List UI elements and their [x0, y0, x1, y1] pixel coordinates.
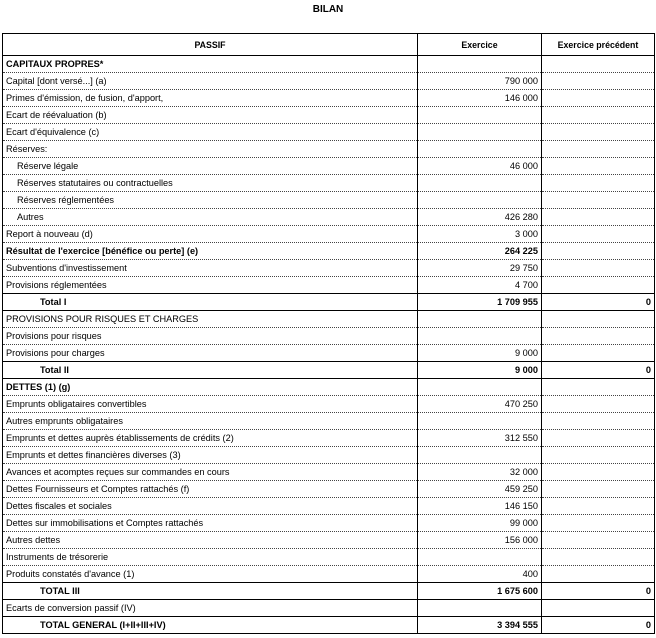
header-exercice-precedent: Exercice précédent — [542, 34, 655, 56]
row-precedent-value: 0 — [542, 362, 655, 379]
row-exercice-value: 156 000 — [418, 532, 542, 549]
row-precedent-value — [542, 464, 655, 481]
table-row — [3, 583, 655, 600]
table-row — [3, 56, 655, 73]
row-precedent-value — [542, 600, 655, 617]
row-exercice-value — [418, 549, 542, 566]
row-precedent-value — [542, 158, 655, 175]
row-exercice-value: 470 250 — [418, 396, 542, 413]
row-label: Total II — [3, 362, 418, 379]
row-precedent-value — [542, 107, 655, 124]
table-row — [3, 311, 655, 328]
row-precedent-value — [542, 73, 655, 90]
row-precedent-value — [542, 379, 655, 396]
row-label: TOTAL III — [3, 583, 418, 600]
row-precedent-value: 0 — [542, 294, 655, 311]
table-row — [3, 328, 655, 345]
row-precedent-value — [542, 549, 655, 566]
header-passif: PASSIF — [3, 34, 418, 56]
row-precedent-value — [542, 260, 655, 277]
row-label: Subventions d'investissement — [3, 260, 418, 277]
row-precedent-value — [542, 226, 655, 243]
row-exercice-value: 312 550 — [418, 430, 542, 447]
table-header-row — [3, 34, 655, 56]
row-precedent-value — [542, 430, 655, 447]
row-label: Autres — [3, 209, 418, 226]
row-label: Dettes sur immobilisations et Comptes rattachés — [3, 515, 418, 532]
row-exercice-value: 790 000 — [418, 73, 542, 90]
row-label: CAPITAUX PROPRES* — [3, 56, 418, 73]
table-row — [3, 260, 655, 277]
table-row — [3, 209, 655, 226]
row-label: DETTES (1) (g) — [3, 379, 418, 396]
row-exercice-value: 264 225 — [418, 243, 542, 260]
table-row — [3, 396, 655, 413]
row-exercice-value: 99 000 — [418, 515, 542, 532]
table-row — [3, 345, 655, 362]
row-precedent-value — [542, 498, 655, 515]
row-precedent-value — [542, 141, 655, 158]
table-row — [3, 73, 655, 90]
table-body — [3, 56, 655, 634]
row-exercice-value — [418, 107, 542, 124]
row-label: Provisions pour charges — [3, 345, 418, 362]
table-row — [3, 124, 655, 141]
table-row — [3, 362, 655, 379]
row-label: Réserves réglementées — [3, 192, 418, 209]
row-exercice-value — [418, 413, 542, 430]
row-label: Emprunts obligataires convertibles — [3, 396, 418, 413]
row-exercice-value — [418, 124, 542, 141]
row-exercice-value: 9 000 — [418, 345, 542, 362]
row-label: Instruments de trésorerie — [3, 549, 418, 566]
row-precedent-value — [542, 192, 655, 209]
row-exercice-value: 9 000 — [418, 362, 542, 379]
row-precedent-value — [542, 481, 655, 498]
row-precedent-value — [542, 447, 655, 464]
table-row — [3, 498, 655, 515]
table-row — [3, 549, 655, 566]
row-exercice-value: 400 — [418, 566, 542, 583]
row-precedent-value — [542, 515, 655, 532]
row-label: Capital [dont versé...] (a) — [3, 73, 418, 90]
row-label: PROVISIONS POUR RISQUES ET CHARGES — [3, 311, 418, 328]
table-row — [3, 243, 655, 260]
row-label: Autres emprunts obligataires — [3, 413, 418, 430]
row-exercice-value — [418, 141, 542, 158]
row-label: Réserves: — [3, 141, 418, 158]
row-label: Autres dettes — [3, 532, 418, 549]
row-exercice-value — [418, 447, 542, 464]
table-row — [3, 515, 655, 532]
balance-sheet-table — [2, 33, 655, 634]
row-label: Résultat de l'exercice [bénéfice ou perte] (e) — [3, 243, 418, 260]
row-label: Ecart de réévaluation (b) — [3, 107, 418, 124]
row-exercice-value: 4 700 — [418, 277, 542, 294]
row-label: Emprunts et dettes financières diverses (3) — [3, 447, 418, 464]
table-row — [3, 226, 655, 243]
table-row — [3, 430, 655, 447]
table-row — [3, 379, 655, 396]
row-label: Ecarts de conversion passif (IV) — [3, 600, 418, 617]
row-precedent-value — [542, 277, 655, 294]
row-precedent-value — [542, 209, 655, 226]
row-precedent-value — [542, 328, 655, 345]
row-label: Report à nouveau (d) — [3, 226, 418, 243]
table-row — [3, 447, 655, 464]
row-exercice-value: 426 280 — [418, 209, 542, 226]
row-exercice-value — [418, 56, 542, 73]
row-label: Réserves statutaires ou contractuelles — [3, 175, 418, 192]
row-label: TOTAL GENERAL (I+II+III+IV) — [3, 617, 418, 634]
row-label: Provisions réglementées — [3, 277, 418, 294]
row-exercice-value: 459 250 — [418, 481, 542, 498]
table-row — [3, 566, 655, 583]
row-precedent-value — [542, 56, 655, 73]
table-row — [3, 175, 655, 192]
row-label: Dettes fiscales et sociales — [3, 498, 418, 515]
row-exercice-value: 146 150 — [418, 498, 542, 515]
row-precedent-value: 0 — [542, 583, 655, 600]
page-title: BILAN — [312, 4, 344, 15]
row-exercice-value: 1 675 600 — [418, 583, 542, 600]
row-precedent-value — [542, 124, 655, 141]
header-exercice: Exercice — [418, 34, 542, 56]
row-label: Ecart d'équivalence (c) — [3, 124, 418, 141]
row-label: Primes d'émission, de fusion, d'apport, — [3, 90, 418, 107]
row-exercice-value — [418, 328, 542, 345]
table-row — [3, 481, 655, 498]
row-precedent-value — [542, 396, 655, 413]
table-row — [3, 141, 655, 158]
table-row — [3, 413, 655, 430]
row-precedent-value — [542, 311, 655, 328]
row-exercice-value — [418, 192, 542, 209]
row-precedent-value — [542, 345, 655, 362]
row-exercice-value — [418, 379, 542, 396]
row-label: Provisions pour risques — [3, 328, 418, 345]
row-exercice-value: 3 000 — [418, 226, 542, 243]
row-label: Produits constatés d'avance (1) — [3, 566, 418, 583]
row-precedent-value — [542, 175, 655, 192]
table-row — [3, 464, 655, 481]
table-row — [3, 532, 655, 549]
table-row — [3, 294, 655, 311]
row-exercice-value — [418, 311, 542, 328]
table-row — [3, 90, 655, 107]
row-precedent-value: 0 — [542, 617, 655, 634]
row-precedent-value — [542, 90, 655, 107]
row-precedent-value — [542, 532, 655, 549]
row-label: Total I — [3, 294, 418, 311]
table-row — [3, 192, 655, 209]
row-exercice-value: 3 394 555 — [418, 617, 542, 634]
row-label: Emprunts et dettes auprès établissements de crédits (2) — [3, 430, 418, 447]
table-row — [3, 158, 655, 175]
table-row — [3, 617, 655, 634]
table-row — [3, 107, 655, 124]
row-exercice-value: 146 000 — [418, 90, 542, 107]
row-exercice-value: 29 750 — [418, 260, 542, 277]
row-exercice-value: 1 709 955 — [418, 294, 542, 311]
row-exercice-value — [418, 600, 542, 617]
row-precedent-value — [542, 566, 655, 583]
row-exercice-value — [418, 175, 542, 192]
row-precedent-value — [542, 243, 655, 260]
row-exercice-value: 46 000 — [418, 158, 542, 175]
row-precedent-value — [542, 413, 655, 430]
row-label: Réserve légale — [3, 158, 418, 175]
table-row — [3, 277, 655, 294]
row-exercice-value: 32 000 — [418, 464, 542, 481]
table-row — [3, 600, 655, 617]
row-label: Avances et acomptes reçues sur commandes en cours — [3, 464, 418, 481]
row-label: Dettes Fournisseurs et Comptes rattachés (f) — [3, 481, 418, 498]
